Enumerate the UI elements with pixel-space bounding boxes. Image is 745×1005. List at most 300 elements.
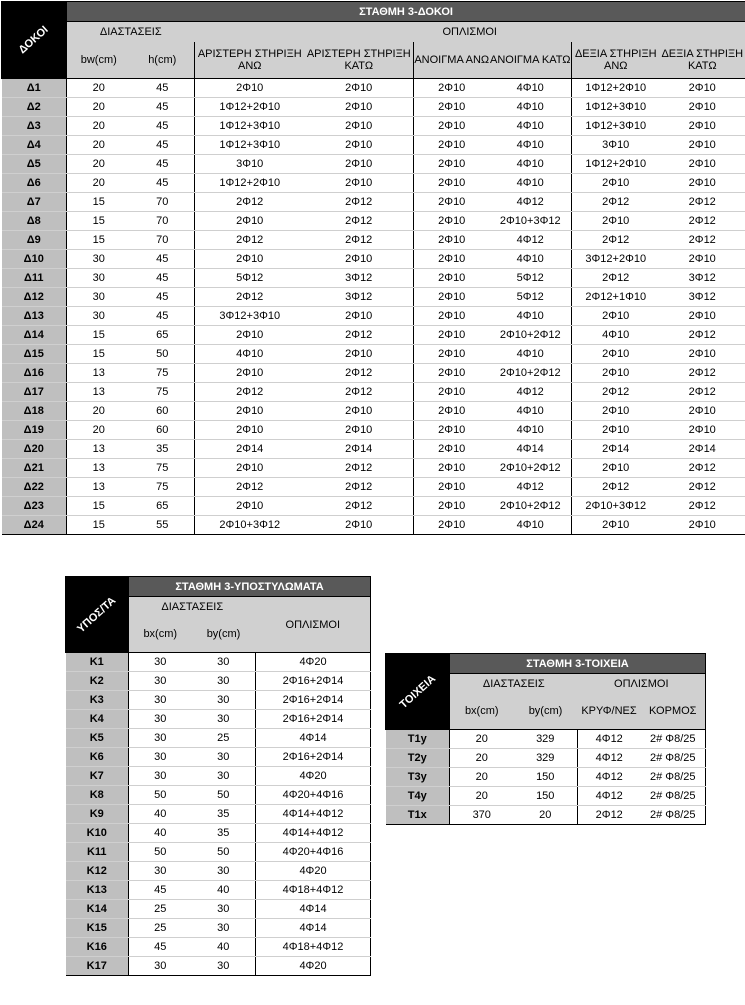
beams-cell: 2Φ10	[305, 421, 414, 440]
beams-cell: 20	[67, 79, 131, 98]
beams-cell: 2Φ10	[195, 497, 305, 516]
walls-cell: 2# Φ8/25	[641, 768, 706, 787]
beams-cell: 2Φ10	[195, 364, 305, 383]
beams-cell: 5Φ12	[195, 269, 305, 288]
beams-row-label: Δ4	[2, 136, 67, 155]
beams-cell: 2Φ12	[572, 231, 660, 250]
walls-row	[386, 730, 706, 749]
columns-row-label: K16	[66, 938, 129, 957]
beams-cell: 45	[131, 288, 195, 307]
beams-cell: 2Φ14	[660, 440, 745, 459]
columns-title: ΣΤΑΘΜΗ 3-ΥΠΟΣΤΥΛΩΜΑΤΑ	[129, 577, 371, 597]
columns-row-label: K14	[66, 900, 129, 919]
beams-cell: 75	[131, 459, 195, 478]
columns-cell: 30	[129, 767, 192, 786]
beams-cell: 2Φ10	[414, 421, 490, 440]
columns-cell: 2Φ16+2Φ14	[256, 672, 371, 691]
beams-cell: 45	[131, 269, 195, 288]
columns-row	[66, 938, 371, 957]
beams-cell: 2Φ10	[414, 516, 490, 535]
columns-cell: 2Φ16+2Φ14	[256, 691, 371, 710]
columns-cell: 4Φ14+4Φ12	[256, 805, 371, 824]
beams-cell: 2Φ10+2Φ12	[490, 497, 572, 516]
walls-cell: 20	[450, 730, 514, 749]
beams-cell: 2Φ10	[195, 250, 305, 269]
beams-cell: 2Φ10	[414, 326, 490, 345]
columns-cell: 30	[192, 919, 256, 938]
walls-dims-group: ΔΙΑΣΤΑΣΕΙΣ	[450, 674, 578, 694]
beams-cell: 70	[131, 231, 195, 250]
beams-cell: 2Φ10	[572, 459, 660, 478]
beams-cell: 2Φ12	[195, 193, 305, 212]
beams-cell: 4Φ14	[490, 440, 572, 459]
beams-cell: 2Φ12	[660, 212, 745, 231]
beams-cell: 2Φ10	[414, 307, 490, 326]
beams-cell: 50	[131, 345, 195, 364]
beams-cell: 1Φ12+3Φ10	[195, 136, 305, 155]
beams-row	[2, 421, 745, 440]
columns-row	[66, 710, 371, 729]
beams-cell: 4Φ10	[490, 250, 572, 269]
beams-cell: 15	[67, 345, 131, 364]
beams-cell: 2Φ10	[660, 250, 745, 269]
beams-col-header: ΔΕΞΙΑ ΣΤΗΡΙΞΗ ΚΑΤΩ	[660, 42, 745, 79]
columns-row	[66, 824, 371, 843]
beams-cell: 4Φ10	[490, 421, 572, 440]
beams-cell: 15	[67, 193, 131, 212]
walls-cell: 2Φ12	[578, 806, 641, 825]
beams-row	[2, 326, 745, 345]
beams-cell: 75	[131, 383, 195, 402]
beams-cell: 2Φ14	[572, 440, 660, 459]
columns-col-header: by(cm)	[192, 617, 256, 653]
beams-col-header: ΑΡΙΣΤΕΡΗ ΣΤΗΡΙΞΗ ΚΑΤΩ	[305, 42, 414, 79]
beams-cell: 2Φ12	[195, 383, 305, 402]
columns-cell: 4Φ14	[256, 729, 371, 748]
beams-row-label: Δ12	[2, 288, 67, 307]
columns-table	[65, 576, 371, 976]
columns-cell: 30	[192, 748, 256, 767]
beams-cell: 2Φ12	[305, 212, 414, 231]
columns-cell: 30	[192, 710, 256, 729]
beams-cell: 2Φ10	[414, 288, 490, 307]
walls-cell: 2# Φ8/25	[641, 787, 706, 806]
beams-cell: 2Φ10	[572, 307, 660, 326]
beams-cell: 3Φ12+3Φ10	[195, 307, 305, 326]
walls-corner-label: ΤΟΙΧΕΙΑ	[386, 654, 450, 730]
beams-row	[2, 364, 745, 383]
walls-cell: 20	[514, 806, 578, 825]
beams-cell: 2Φ12	[660, 193, 745, 212]
beams-cell: 45	[131, 307, 195, 326]
beams-cell: 55	[131, 516, 195, 535]
columns-cell: 25	[192, 729, 256, 748]
columns-cell: 45	[129, 938, 192, 957]
beams-row	[2, 136, 745, 155]
walls-row	[386, 787, 706, 806]
beams-cell: 2Φ10	[660, 98, 745, 117]
beams-reinf-group: ΟΠΛΙΣΜΟΙ	[195, 22, 745, 42]
beams-cell: 2Φ10	[414, 497, 490, 516]
beams-cell: 4Φ10	[490, 174, 572, 193]
columns-row	[66, 672, 371, 691]
beams-row	[2, 497, 745, 516]
columns-cell: 30	[192, 767, 256, 786]
beams-cell: 2Φ12	[305, 326, 414, 345]
walls-col-header: by(cm)	[514, 694, 578, 730]
columns-cell: 50	[192, 786, 256, 805]
beams-cell: 2Φ10+2Φ12	[490, 364, 572, 383]
columns-row	[66, 843, 371, 862]
columns-row-label: K6	[66, 748, 129, 767]
beams-col-header: h(cm)	[131, 42, 195, 79]
columns-cell: 30	[129, 748, 192, 767]
beams-row-label: Δ23	[2, 497, 67, 516]
columns-cell: 40	[129, 805, 192, 824]
beams-cell: 60	[131, 402, 195, 421]
beams-row-label: Δ5	[2, 155, 67, 174]
beams-cell: 2Φ12+1Φ10	[572, 288, 660, 307]
walls-cell: 150	[514, 768, 578, 787]
beams-table	[1, 1, 745, 535]
beams-col-header: ΑΝΟΙΓΜΑ ΚΑΤΩ	[490, 42, 572, 79]
columns-cell: 30	[129, 862, 192, 881]
columns-row	[66, 786, 371, 805]
beams-cell: 2Φ10	[660, 79, 745, 98]
beams-cell: 2Φ10	[414, 117, 490, 136]
beams-row	[2, 383, 745, 402]
beams-cell: 2Φ10	[414, 478, 490, 497]
beams-cell: 2Φ12	[660, 231, 745, 250]
walls-row-label: T2y	[386, 749, 450, 768]
walls-col-header: ΚΟΡΜΟΣ	[641, 694, 706, 730]
beams-cell: 2Φ10	[414, 364, 490, 383]
columns-cell: 30	[192, 862, 256, 881]
beams-cell: 15	[67, 516, 131, 535]
columns-cell: 4Φ20	[256, 862, 371, 881]
beams-cell: 30	[67, 250, 131, 269]
walls-row-label: T4y	[386, 787, 450, 806]
beams-cell: 2Φ10	[660, 421, 745, 440]
beams-cell: 13	[67, 383, 131, 402]
beams-cell: 2Φ10	[660, 345, 745, 364]
beams-cell: 65	[131, 326, 195, 345]
walls-cell: 20	[450, 768, 514, 787]
beams-cell: 2Φ10	[414, 174, 490, 193]
beams-cell: 30	[67, 288, 131, 307]
beams-cell: 2Φ10	[414, 383, 490, 402]
walls-cell: 329	[514, 749, 578, 768]
columns-cell: 30	[192, 653, 256, 672]
beams-row-label: Δ10	[2, 250, 67, 269]
beams-col-header: ΔΕΞΙΑ ΣΤΗΡΙΞΗ ΑΝΩ	[572, 42, 660, 79]
columns-cell: 4Φ18+4Φ12	[256, 938, 371, 957]
beams-cell: 3Φ12	[660, 269, 745, 288]
beams-cell: 2Φ10	[414, 212, 490, 231]
beams-cell: 2Φ12	[305, 383, 414, 402]
beams-cell: 65	[131, 497, 195, 516]
beams-cell: 2Φ10	[195, 79, 305, 98]
beams-cell: 4Φ10	[490, 155, 572, 174]
walls-row	[386, 749, 706, 768]
beams-row	[2, 402, 745, 421]
beams-row	[2, 516, 745, 535]
columns-cell: 30	[129, 653, 192, 672]
columns-cell: 50	[129, 786, 192, 805]
beams-cell: 2Φ14	[305, 440, 414, 459]
beams-cell: 2Φ10	[414, 345, 490, 364]
columns-reinf-group: ΟΠΛΙΣΜΟΙ	[256, 597, 371, 653]
beams-row	[2, 459, 745, 478]
beams-cell: 2Φ12	[660, 459, 745, 478]
beams-cell: 2Φ12	[305, 497, 414, 516]
beams-cell: 45	[131, 155, 195, 174]
columns-row	[66, 900, 371, 919]
beams-cell: 4Φ10	[572, 326, 660, 345]
beams-cell: 2Φ10+3Φ12	[195, 516, 305, 535]
columns-row	[66, 862, 371, 881]
columns-cell: 35	[192, 805, 256, 824]
columns-cell: 30	[129, 729, 192, 748]
columns-row-label: K17	[66, 957, 129, 976]
beams-cell: 2Φ10	[660, 136, 745, 155]
beams-cell: 5Φ12	[490, 288, 572, 307]
beams-row-label: Δ3	[2, 117, 67, 136]
beams-row-label: Δ24	[2, 516, 67, 535]
beams-cell: 2Φ10	[305, 402, 414, 421]
beams-cell: 2Φ10+2Φ12	[490, 459, 572, 478]
beams-cell: 3Φ10	[195, 155, 305, 174]
walls-cell: 4Φ12	[578, 749, 641, 768]
beams-cell: 2Φ10	[305, 79, 414, 98]
columns-cell: 30	[129, 710, 192, 729]
beams-cell: 2Φ10	[195, 421, 305, 440]
beams-cell: 2Φ10	[414, 193, 490, 212]
beams-row	[2, 288, 745, 307]
beams-cell: 45	[131, 117, 195, 136]
beams-cell: 4Φ12	[490, 478, 572, 497]
beams-row-label: Δ15	[2, 345, 67, 364]
walls-row	[386, 806, 706, 825]
walls-row	[386, 768, 706, 787]
beams-cell: 2Φ10	[305, 136, 414, 155]
beams-cell: 4Φ10	[490, 136, 572, 155]
beams-row	[2, 440, 745, 459]
beams-cell: 2Φ10	[414, 136, 490, 155]
beams-cell: 2Φ12	[572, 383, 660, 402]
beams-cell: 20	[67, 155, 131, 174]
beams-cell: 2Φ10+2Φ12	[490, 326, 572, 345]
columns-cell: 4Φ20	[256, 957, 371, 976]
columns-cell: 30	[192, 957, 256, 976]
beams-cell: 70	[131, 193, 195, 212]
walls-col-header: ΚΡΥΦ/ΝΕΣ	[578, 694, 641, 730]
columns-row	[66, 881, 371, 900]
beams-cell: 2Φ10	[414, 98, 490, 117]
columns-cell: 40	[192, 938, 256, 957]
columns-cell: 40	[129, 824, 192, 843]
beams-cell: 2Φ10	[414, 440, 490, 459]
columns-cell: 2Φ16+2Φ14	[256, 710, 371, 729]
beams-row	[2, 79, 745, 98]
walls-cell: 20	[450, 749, 514, 768]
columns-cell: 25	[129, 900, 192, 919]
beams-cell: 60	[131, 421, 195, 440]
walls-cell: 150	[514, 787, 578, 806]
beams-cell: 2Φ10	[660, 516, 745, 535]
beams-row-label: Δ11	[2, 269, 67, 288]
beams-cell: 5Φ12	[490, 269, 572, 288]
columns-row-label: K7	[66, 767, 129, 786]
beams-cell: 30	[67, 307, 131, 326]
beams-cell: 2Φ12	[305, 231, 414, 250]
walls-cell: 4Φ12	[578, 768, 641, 787]
columns-row-label: K8	[66, 786, 129, 805]
columns-row	[66, 767, 371, 786]
beams-row-label: Δ22	[2, 478, 67, 497]
beams-cell: 2Φ12	[660, 326, 745, 345]
beams-cell: 2Φ12	[572, 269, 660, 288]
walls-reinf-group: ΟΠΛΙΣΜΟΙ	[578, 674, 706, 694]
columns-corner-label: ΥΠΟΣ/ΤΑ	[66, 577, 129, 653]
beams-cell: 2Φ10	[195, 326, 305, 345]
columns-cell: 4Φ20+4Φ16	[256, 786, 371, 805]
beams-title: ΣΤΑΘΜΗ 3-ΔΟΚΟΙ	[67, 2, 745, 22]
beams-row	[2, 174, 745, 193]
beams-cell: 1Φ12+3Φ10	[195, 117, 305, 136]
beams-cell: 4Φ10	[490, 345, 572, 364]
beams-cell: 4Φ10	[490, 79, 572, 98]
columns-row-label: K1	[66, 653, 129, 672]
walls-cell: 4Φ12	[578, 730, 641, 749]
beams-row-label: Δ21	[2, 459, 67, 478]
beams-cell: 2Φ10	[305, 98, 414, 117]
beams-cell: 2Φ10	[572, 345, 660, 364]
columns-row-label: K10	[66, 824, 129, 843]
beams-row-label: Δ7	[2, 193, 67, 212]
columns-row	[66, 919, 371, 938]
beams-cell: 2Φ10	[572, 212, 660, 231]
beams-row	[2, 117, 745, 136]
walls-cell: 2# Φ8/25	[641, 730, 706, 749]
columns-dims-group: ΔΙΑΣΤΑΣΕΙΣ	[129, 597, 256, 617]
columns-cell: 30	[192, 672, 256, 691]
beams-cell: 4Φ10	[490, 117, 572, 136]
columns-cell: 30	[129, 672, 192, 691]
beams-cell: 2Φ14	[195, 440, 305, 459]
beams-cell: 3Φ10	[572, 136, 660, 155]
beams-cell: 15	[67, 326, 131, 345]
beams-cell: 2Φ10	[414, 79, 490, 98]
beams-cell: 20	[67, 421, 131, 440]
beams-row	[2, 98, 745, 117]
columns-cell: 4Φ14	[256, 919, 371, 938]
beams-cell: 2Φ10	[305, 174, 414, 193]
beams-cell: 2Φ10	[305, 307, 414, 326]
beams-cell: 20	[67, 117, 131, 136]
walls-cell: 2# Φ8/25	[641, 806, 706, 825]
beams-cell: 30	[67, 269, 131, 288]
beams-row	[2, 231, 745, 250]
beams-cell: 4Φ12	[490, 193, 572, 212]
beams-cell: 3Φ12	[305, 269, 414, 288]
beams-cell: 2Φ10	[305, 345, 414, 364]
beams-cell: 4Φ10	[490, 307, 572, 326]
beams-cell: 2Φ10	[195, 402, 305, 421]
beams-row	[2, 307, 745, 326]
beams-cell: 3Φ12+2Φ10	[572, 250, 660, 269]
columns-row-label: K12	[66, 862, 129, 881]
columns-row-label: K2	[66, 672, 129, 691]
columns-row	[66, 729, 371, 748]
walls-row-label: T1y	[386, 730, 450, 749]
columns-row-label: K13	[66, 881, 129, 900]
beams-cell: 45	[131, 136, 195, 155]
beams-cell: 2Φ10	[572, 364, 660, 383]
beams-cell: 2Φ10+3Φ12	[490, 212, 572, 231]
beams-cell: 2Φ10	[660, 402, 745, 421]
beams-cell: 2Φ10	[572, 421, 660, 440]
beams-cell: 2Φ10	[414, 269, 490, 288]
columns-cell: 50	[129, 843, 192, 862]
beams-cell: 13	[67, 440, 131, 459]
beams-cell: 1Φ12+2Φ10	[572, 155, 660, 174]
beams-cell: 15	[67, 231, 131, 250]
columns-cell: 4Φ20	[256, 653, 371, 672]
beams-row	[2, 212, 745, 231]
beams-cell: 3Φ12	[305, 288, 414, 307]
beams-cell: 2Φ12	[660, 364, 745, 383]
columns-cell: 4Φ20	[256, 767, 371, 786]
beams-row-label: Δ1	[2, 79, 67, 98]
beams-row-label: Δ2	[2, 98, 67, 117]
beams-cell: 4Φ12	[490, 231, 572, 250]
beams-row-label: Δ14	[2, 326, 67, 345]
columns-row-label: K9	[66, 805, 129, 824]
columns-cell: 35	[192, 824, 256, 843]
beams-cell: 4Φ10	[490, 402, 572, 421]
columns-row	[66, 653, 371, 672]
beams-cell: 2Φ10	[195, 459, 305, 478]
columns-row	[66, 957, 371, 976]
beams-cell: 2Φ12	[305, 193, 414, 212]
beams-cell: 20	[67, 174, 131, 193]
beams-cell: 1Φ12+2Φ10	[572, 79, 660, 98]
beams-cell: 2Φ12	[572, 193, 660, 212]
beams-cell: 2Φ12	[660, 497, 745, 516]
beams-cell: 2Φ10	[414, 231, 490, 250]
columns-row-label: K3	[66, 691, 129, 710]
beams-row	[2, 478, 745, 497]
beams-cell: 75	[131, 478, 195, 497]
columns-cell: 4Φ14	[256, 900, 371, 919]
beams-cell: 20	[67, 136, 131, 155]
columns-row-label: K5	[66, 729, 129, 748]
beams-cell: 35	[131, 440, 195, 459]
beams-row-label: Δ20	[2, 440, 67, 459]
walls-col-header: bx(cm)	[450, 694, 514, 730]
walls-row-label: T3y	[386, 768, 450, 787]
beams-cell: 2Φ12	[305, 364, 414, 383]
beams-cell: 2Φ10	[305, 516, 414, 535]
beams-cell: 2Φ10	[572, 174, 660, 193]
beams-row	[2, 193, 745, 212]
beams-cell: 2Φ10+3Φ12	[572, 497, 660, 516]
beams-cell: 2Φ10	[305, 155, 414, 174]
beams-cell: 2Φ12	[660, 478, 745, 497]
beams-cell: 1Φ12+3Φ10	[572, 117, 660, 136]
columns-cell: 50	[192, 843, 256, 862]
